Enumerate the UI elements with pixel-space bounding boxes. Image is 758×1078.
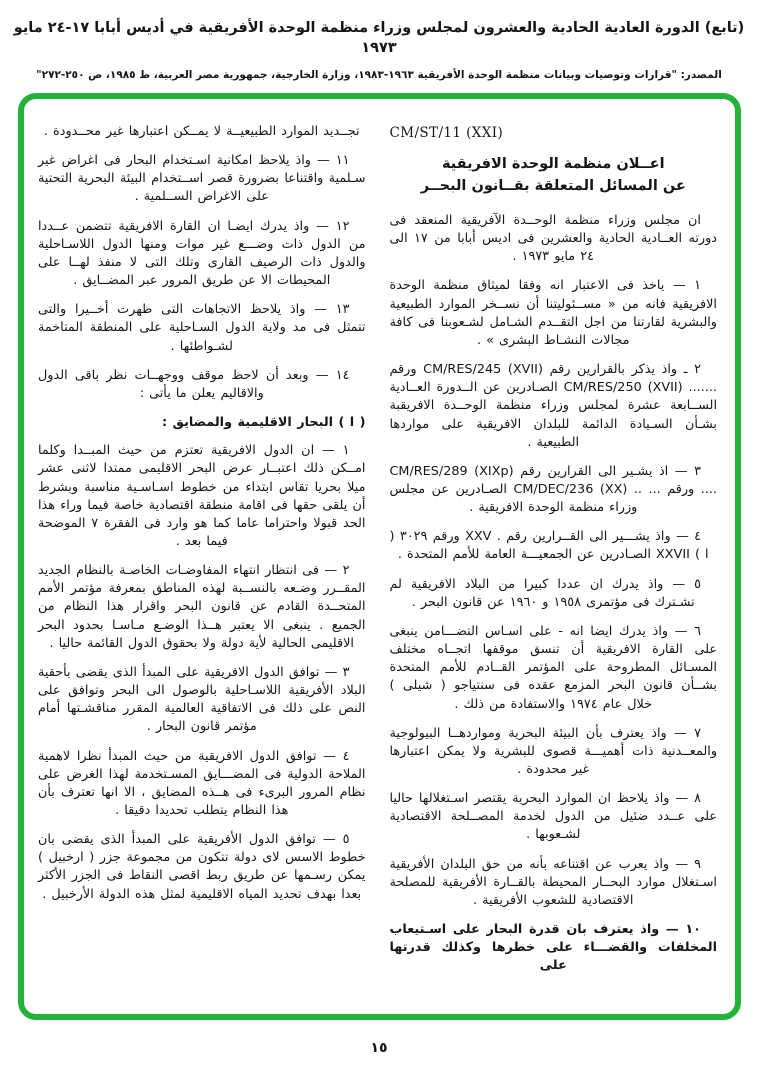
document-title bbox=[390, 153, 718, 198]
source-citation: المصدر: "قرارات وتوصيات وبيانات منظمة الوحدة الأفريقية ١٩٦٣-١٩٨٣، وزارة الخارجية، جمهورية مصر العربية، ط ١٩٨٥، ص ٢٥٠-٢٧٢" bbox=[36, 68, 722, 81]
page-number: ١٥ bbox=[370, 1040, 388, 1056]
section-paragraph-5: ٥ — توافق الدول الأفريقية على المبدأ الذى يقضى بان خطوط الاسس لاى دولة تتكون من مجموعة جزر ( ارخبيل ) يمكن رسـمها عن طريق ربط اقصى النقاط فى الجزر الأكثر بعدا بهدف تحديد المياه الاقليمية لمثل هذه الدولة الأرخبيل . bbox=[38, 832, 366, 902]
document-title-line2: عن المسائل المتعلقة بقــانون البحــر bbox=[420, 178, 686, 195]
paragraph-6: ٦ — واذ يدرك ايضا انه - على اسـاس التضـــامن ينبغى على القارة الافريقية أن تنسق موقفها اتجــاه مختلف المسـائل المطروحة على المؤتمر القــادم للأمم المتحدة بشــأن قانون البحر المزمع عقده فى سنتياجو ( شيلى ) خلال عام ١٩٧٤ والاستفادة من ذلك . bbox=[389, 623, 717, 712]
paragraph-intro: ان مجلس وزراء منظمة الوحــدة الآفريقية المنعقد فى دورته العــادية الحادية والعشرين فى اديس أبابا من ١٧ الى ٢٤ مايو ١٩٧٣ . bbox=[389, 212, 717, 265]
section-paragraph-4: ٤ — توافق الدول الافريقية من حيث المبدأ نظرا لاهمية الملاحة الدولية فى المضـــايق المسـتخدمة لهذا الغرض على نظام المرور البرىء فى هــذه المضايق ، الا انها تعترف بأن هذا النظام يتطلب تحديدا دقيقا . bbox=[38, 748, 366, 818]
section-paragraph-2: ٢ — فى انتظار انتهاء المفاوضـات الخاصـة بالنظام الجديد المقــرر وضـعه بالنســبة لهذه المناطق بمعرفة مؤتمر الأمم المتحــدة القادم عن قانون البحر واقرار هذا النظام من الجميع . ينبغى الا يعتبر هــذا الوضـع مـاسـا بحدود البحر الاقليمى الحالية لأية دولة ولا بحقوق الدول القائمة حاليا . bbox=[38, 563, 366, 651]
paragraph-10-continuation: تجــديد الموارد الطبيعيــة لا يمــكن اعتبارها غير محــدودة . bbox=[43, 124, 360, 139]
paragraph-1: ١ — ياخذ فى الاعتبار انه وفقا لميثاق منظمة الوحدة الافريقية فانه من « مســئوليتنا أن نســخر الموارد الطبيعية والبشرية لقارتنا من اجل التقــدم الشـامل لشـعوبنا فى كافة مجالات النشـاط البشرى » . bbox=[389, 278, 717, 348]
column-right bbox=[390, 123, 718, 1006]
page-footer bbox=[0, 1040, 758, 1056]
document-title-line1: اعــلان منظمة الوحدة الافريقية bbox=[441, 156, 665, 172]
paragraph-12: ١٢ — واذ يدرك ايضـا ان القارة الافريقية تتضمن عــددا من الدول ذات وضـــع غير موات ومنها الدول اللاسـاحلية والدول ذات الرصيف القارى وتلك التى لا منفذ لهــا على المحيطات الا عن طريق المرور عبر المضــايق . bbox=[38, 218, 366, 289]
session-title: (تابع) الدورة العادية الحادية والعشرون لمجلس وزراء منظمة الوحدة الأفريقية في أديس أبابا ١٧-٢٤ مايو ١٩٧٣ bbox=[13, 20, 745, 57]
two-column-layout bbox=[38, 123, 717, 1006]
paragraph-2: ٢ ـ واذ يذكر بالقرارين رقم CM/RES/245 (XVII) ورقم ....... CM/RES/250 (XVII) الصـادرين عن الــدورة العــادية الســابعة عشرة لمجلس وزراء منظمة الوحــدة الافريقبة بشـأن السـيادة الدائمة للبلدان الافريقية على مواردها الطبيعية . bbox=[389, 362, 717, 450]
page-header bbox=[0, 18, 758, 82]
green-border-frame bbox=[18, 93, 741, 1020]
section-heading-territorial-seas: ( ا ) البحار الاقليمية والمضايق : bbox=[161, 415, 366, 431]
section-paragraph-1: ١ — ان الدول الافريقية تعتزم من حيث المبــدا وكلما امــكن ذلك اعتبــار عرض البحر الاقليمى ممتدا لاثنى عشر ميلا بحريا تقاس ابتداء من خطوط اسـاسـية مناسبة وبشرط أن يلقى حقها فى اقامة منطقة اقتصادية خاصة فيما وراء هذا الحد قبولا واحتراما عاما كما هو وارد فى الفقرة ٧ الموضحة فيما بعد . bbox=[38, 443, 366, 549]
paragraph-10: ١٠ — واذ يعترف بان قدرة البحار على اسـتيعاب المخلفات والقضـــاء على خطرها وكذلك قدرتها على bbox=[389, 922, 717, 974]
paragraph-11: ١١ — واذ يلاحظ امكانية اسـتخدام البحار فى اغراض غير سـلمية واقتناعا بضرورة قصر اســتخدام البيئة البحرية التحتية على الاغراض الســلمية . bbox=[38, 153, 366, 205]
paragraph-7: ٧ — واذ يعترف بأن البيئة البحرية ومواردهــا البيولوجية والمعــدنية ذات أهميـــة قصوى للبشرية ولا يمكن اعتبارها غير محدودة . bbox=[389, 725, 717, 777]
section-paragraph-3: ٣ — توافق الدول الافريقية على المبدأ الذى يقضى بأحقية البلاد الأفريقية اللاسـاحلية بالوصول الى البحر وتوافق على النص على ذلك فى الاتفاقية العالمية المقرر مناقشـتها أمام مؤتمر قانون البحار . bbox=[38, 664, 366, 735]
document-reference: CM/ST/11 (XXI) bbox=[389, 125, 504, 141]
paragraph-4: ٤ — واذ يشـــير الى القــرارين رقم . XXV ورقم ٣٠٢٩ ( ا ) XXVII الصـادرين عن الجمعيـــة العامة للأمم المتحدة . bbox=[389, 529, 709, 563]
paragraph-9: ٩ — واذ يعرب عن اقتناعه بأنه من حق البلدان الأفريقية اسـتغلال موارد البحــار المحيطة بالقــارة الأفريقية للمصلحة الاقتصادية للشعوب الأفريقية . bbox=[389, 856, 717, 908]
paragraph-13: ١٣ — واذ يلاحظ الاتجاهات التى ظهرت أخــيرا والتى تتمثل فى مد ولاية الدول السـاحلية على المنطقة المتاخمة لشـواطئها . bbox=[38, 302, 366, 354]
paragraph-14: ١٤ — وبعد أن لاحظ موقف ووجهــات نظر باقى الدول والاقاليم يعلن ما يأتى : bbox=[38, 367, 350, 401]
paragraph-8: ٨ — واذ يلاحظ ان الموارد البحرية يقتصر اسـتغلالها حاليا على عــدد ضئيل من الدول لخدمة المصــلحة الاقتصادية لشـعوبها . bbox=[389, 791, 717, 843]
paragraph-3: ٣ — اذ يشـير الى القرارين رقم CM/RES/289 (XIXp) .... ورقم ... .. CM/DEC/236 (XX) الصـادرين عن مجلس وزراء منظمة الوحدة الافريقية . bbox=[389, 463, 717, 516]
paragraph-5: ٥ — واذ يدرك ان عددا كبيرا من البلاد الافريقية لم تشـترك فى مؤتمرى ١٩٥٨ و ١٩٦٠ عن قانون البحر . bbox=[389, 576, 701, 610]
column-left bbox=[38, 123, 366, 1006]
